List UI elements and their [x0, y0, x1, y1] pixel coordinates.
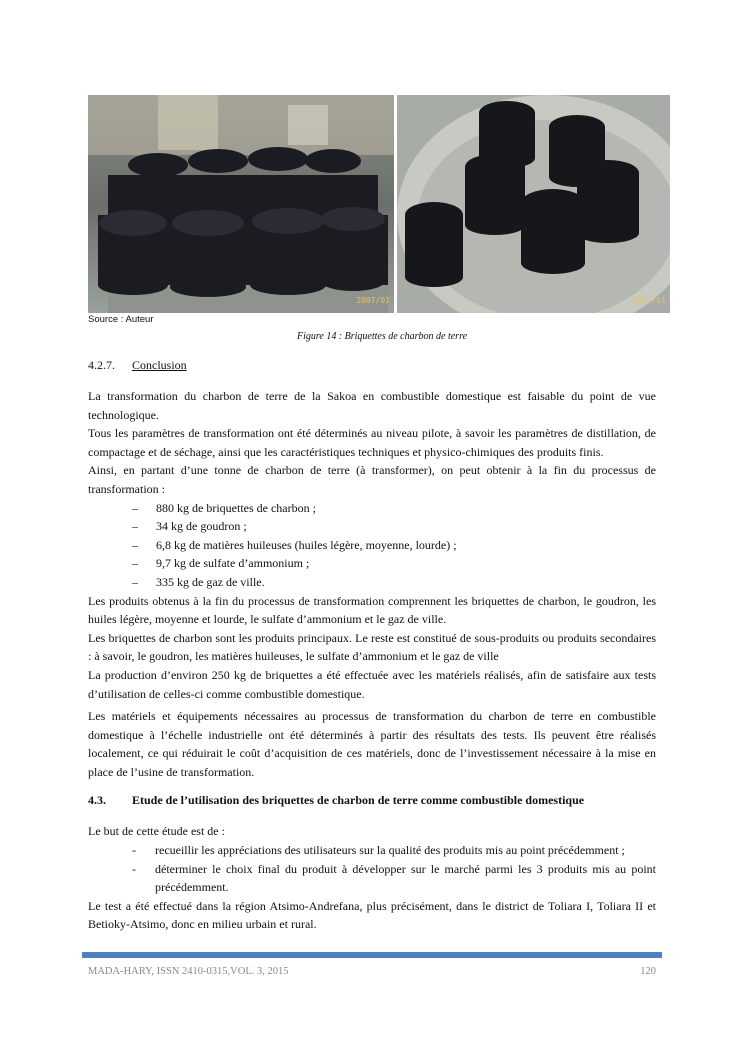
page-content [88, 95, 666, 934]
list-item: – 880 kg de briquettes de charbon ; [132, 499, 656, 518]
section-heading-43 [88, 793, 656, 808]
list-item: – 34 kg de goudron ; [132, 517, 656, 536]
paragraph: La transformation du charbon de terre de la Sakoa en combustible domestique est faisable du point de vue technologique. [88, 389, 656, 422]
figure-caption: Figure 14 : Briquettes de charbon de terre [296, 331, 468, 342]
paragraph: Le test a été effectué dans la région Atsimo-Andrefana, plus précisément, dans le district de Toliara I, Toliara II et Betioky-Atsimo, donc en milieu urbain et rural. [88, 898, 656, 932]
photo-date-stamp: 2007/01 [356, 296, 390, 305]
paragraph: La production d’environ 250 kg de briquettes a été effectuée avec les matériels réalisés, afin de satisfaire aux tests d’utilisation de celles-ci comme combustible domestique. [88, 667, 656, 701]
figure-source: Source : Auteur [88, 314, 154, 325]
figure-photos [88, 95, 670, 313]
photo-briquettes-tray [397, 95, 670, 313]
photo-briquettes-stacked [88, 95, 394, 313]
list-item: – 335 kg de gaz de ville. [132, 573, 656, 592]
paragraph: Le but de cette étude est de : [88, 824, 225, 839]
objectives-list [88, 841, 656, 897]
page-number: 120 [640, 966, 656, 977]
photo-date-stamp: 2007/01 [632, 296, 666, 305]
paragraph: Tous les paramètres de transformation ont été déterminés au niveau pilote, à savoir les paramètres de distillation, de compactage et de séchage, ainsi que les caractéristiques techniques et physico-chimiques des produits finis. [88, 426, 656, 459]
paragraph: Les produits obtenus à la fin du processus de transformation comprennent les briquettes de charbon, le goudron, les huiles légère, moyenne et lourde, le sulfate d’ammonium et le gaz de ville. [88, 593, 656, 627]
paragraph: Les briquettes de charbon sont les produits principaux. Le reste est constitué de sous-produits ou produits secondaires : à savoir, le goudron, les matières huileuses, le sulfate d’ammonium et le gaz de ville [88, 630, 656, 664]
footer-rule [82, 952, 662, 958]
list-item: - déterminer le choix final du produit à développer sur le marché parmi les 3 produits mis au point précédemment. [132, 860, 656, 897]
section-heading-427 [88, 358, 656, 373]
section-number: 4.2.7. [88, 358, 115, 372]
journal-reference: MADA-HARY, ISSN 2410-0315,VOL. 3, 2015 [88, 966, 289, 977]
page-footer [88, 966, 656, 977]
paragraph: Les matériels et équipements nécessaires au processus de transformation du charbon de terre en combustible domestique à l’échelle industrielle ont été déterminés à partir des résultats des tests. Ils peuvent être réalisés localement, ce qui réduirait le coût d’acquisition de ces matériels, donc de l’investissement nécessaire à la mise en place de l’usine de transformation. [88, 709, 656, 779]
section-title: Etude de l’utilisation des briquettes de charbon de terre comme combustible domestique [132, 793, 585, 808]
paragraph: Ainsi, en partant d’une tonne de charbon de terre (à transformer), on peut obtenir à la fin du processus de transformation : [88, 463, 656, 496]
list-item: – 9,7 kg de sulfate d’ammonium ; [132, 554, 656, 573]
list-item: - recueillir les appréciations des utilisateurs sur la qualité des produits mis au point précédemment ; [132, 841, 656, 860]
section-number: 4.3. [88, 793, 106, 808]
list-item: – 6,8 kg de matières huileuses (huiles légère, moyenne, lourde) ; [132, 536, 656, 555]
section-title: Conclusion [132, 358, 187, 372]
yield-list [88, 499, 656, 592]
